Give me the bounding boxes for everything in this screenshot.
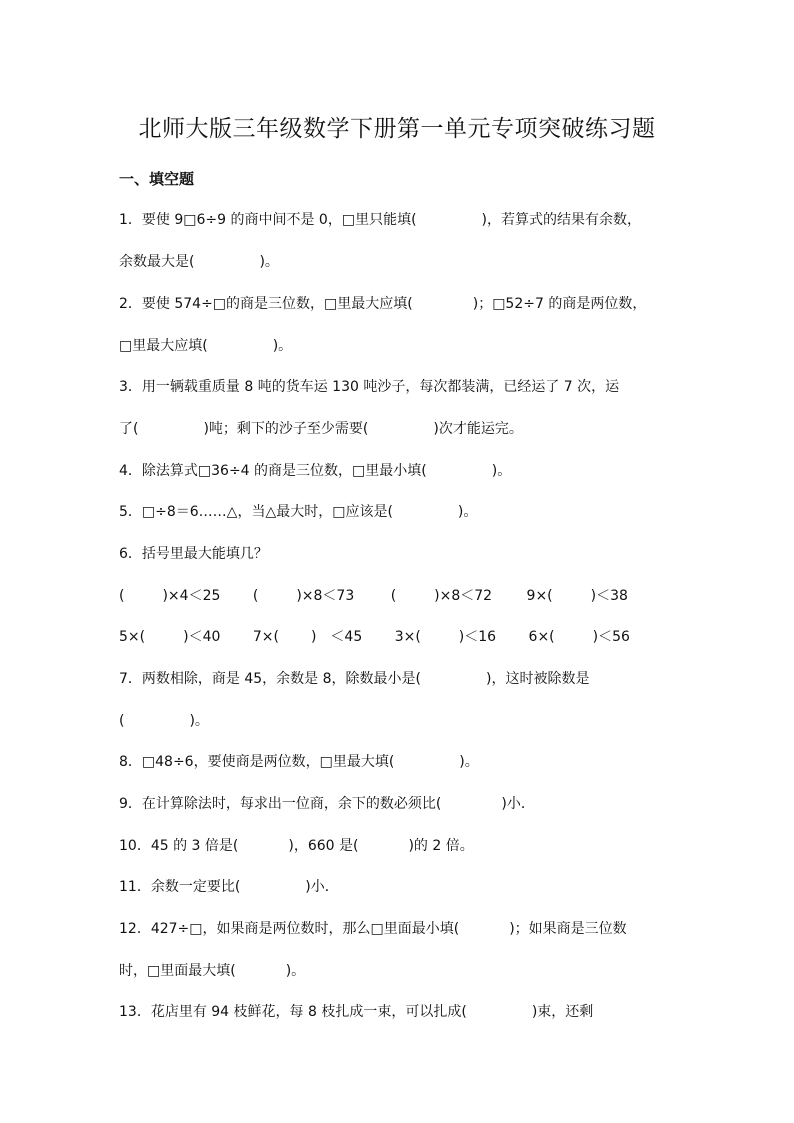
question-6-prompt: 6．括号里最大能填几？ [119,546,268,562]
question-3-line-2: 了( )吨；剩下的沙子至少需要( )次才能运完。 [119,421,523,437]
question-1-line-1: 1．要使 9□6÷9 的商中间不是 0，□里只能填( )，若算式的结果有余数， [119,212,642,228]
question-6-row-1: ( )×4＜25 ( )×8＜73 ( )×8＜72 9×( )＜38 [119,588,628,604]
question-7-line-1: 7．两数相除，商是 45，余数是 8，除数最小是( )，这时被除数是 [119,671,590,687]
question-8: 8．□48÷6，要使商是两位数，□里最大填( )。 [119,754,479,770]
question-6-row-2: 5×( )＜40 7×( ) ＜45 3×( )＜16 6×( )＜56 [119,629,630,645]
question-5: 5．□÷8＝6……△，当△最大时，□应该是( )。 [119,504,478,520]
section-heading: 一、填空题 [119,170,195,188]
question-11: 11．余数一定要比( )小． [119,879,339,895]
question-3-line-1: 3．用一辆载重质量 8 吨的货车运 130 吨沙子，每次都装满，已经运了 7 次，运 [119,379,620,395]
question-12-line-2: 时，□里面最大填( )。 [119,963,306,979]
question-2-line-2: □里最大应填( )。 [119,338,293,354]
question-4: 4．除法算式□36÷4 的商是三位数，□里最小填( )。 [119,463,512,479]
question-12-line-1: 12．427÷□，如果商是两位数时，那么□里面最小填( )；如果商是三位数 [119,921,627,937]
page-title: 北师大版三年级数学下册第一单元专项突破练习题 [138,116,656,142]
question-9: 9．在计算除法时，每求出一位商，余下的数必须比( )小． [119,796,535,812]
question-1-line-2: 余数最大是( )。 [119,254,279,270]
question-10: 10．45 的 3 倍是( )，660 是( )的 2 倍。 [119,838,474,854]
question-7-line-2: ( )。 [119,713,209,729]
question-2-line-1: 2．要使 574÷□的商是三位数，□里最大应填( )；□52÷7 的商是两位数， [119,296,647,312]
question-13: 13．花店里有 94 枝鲜花，每 8 枝扎成一束，可以扎成( )束，还剩 [119,1004,594,1020]
